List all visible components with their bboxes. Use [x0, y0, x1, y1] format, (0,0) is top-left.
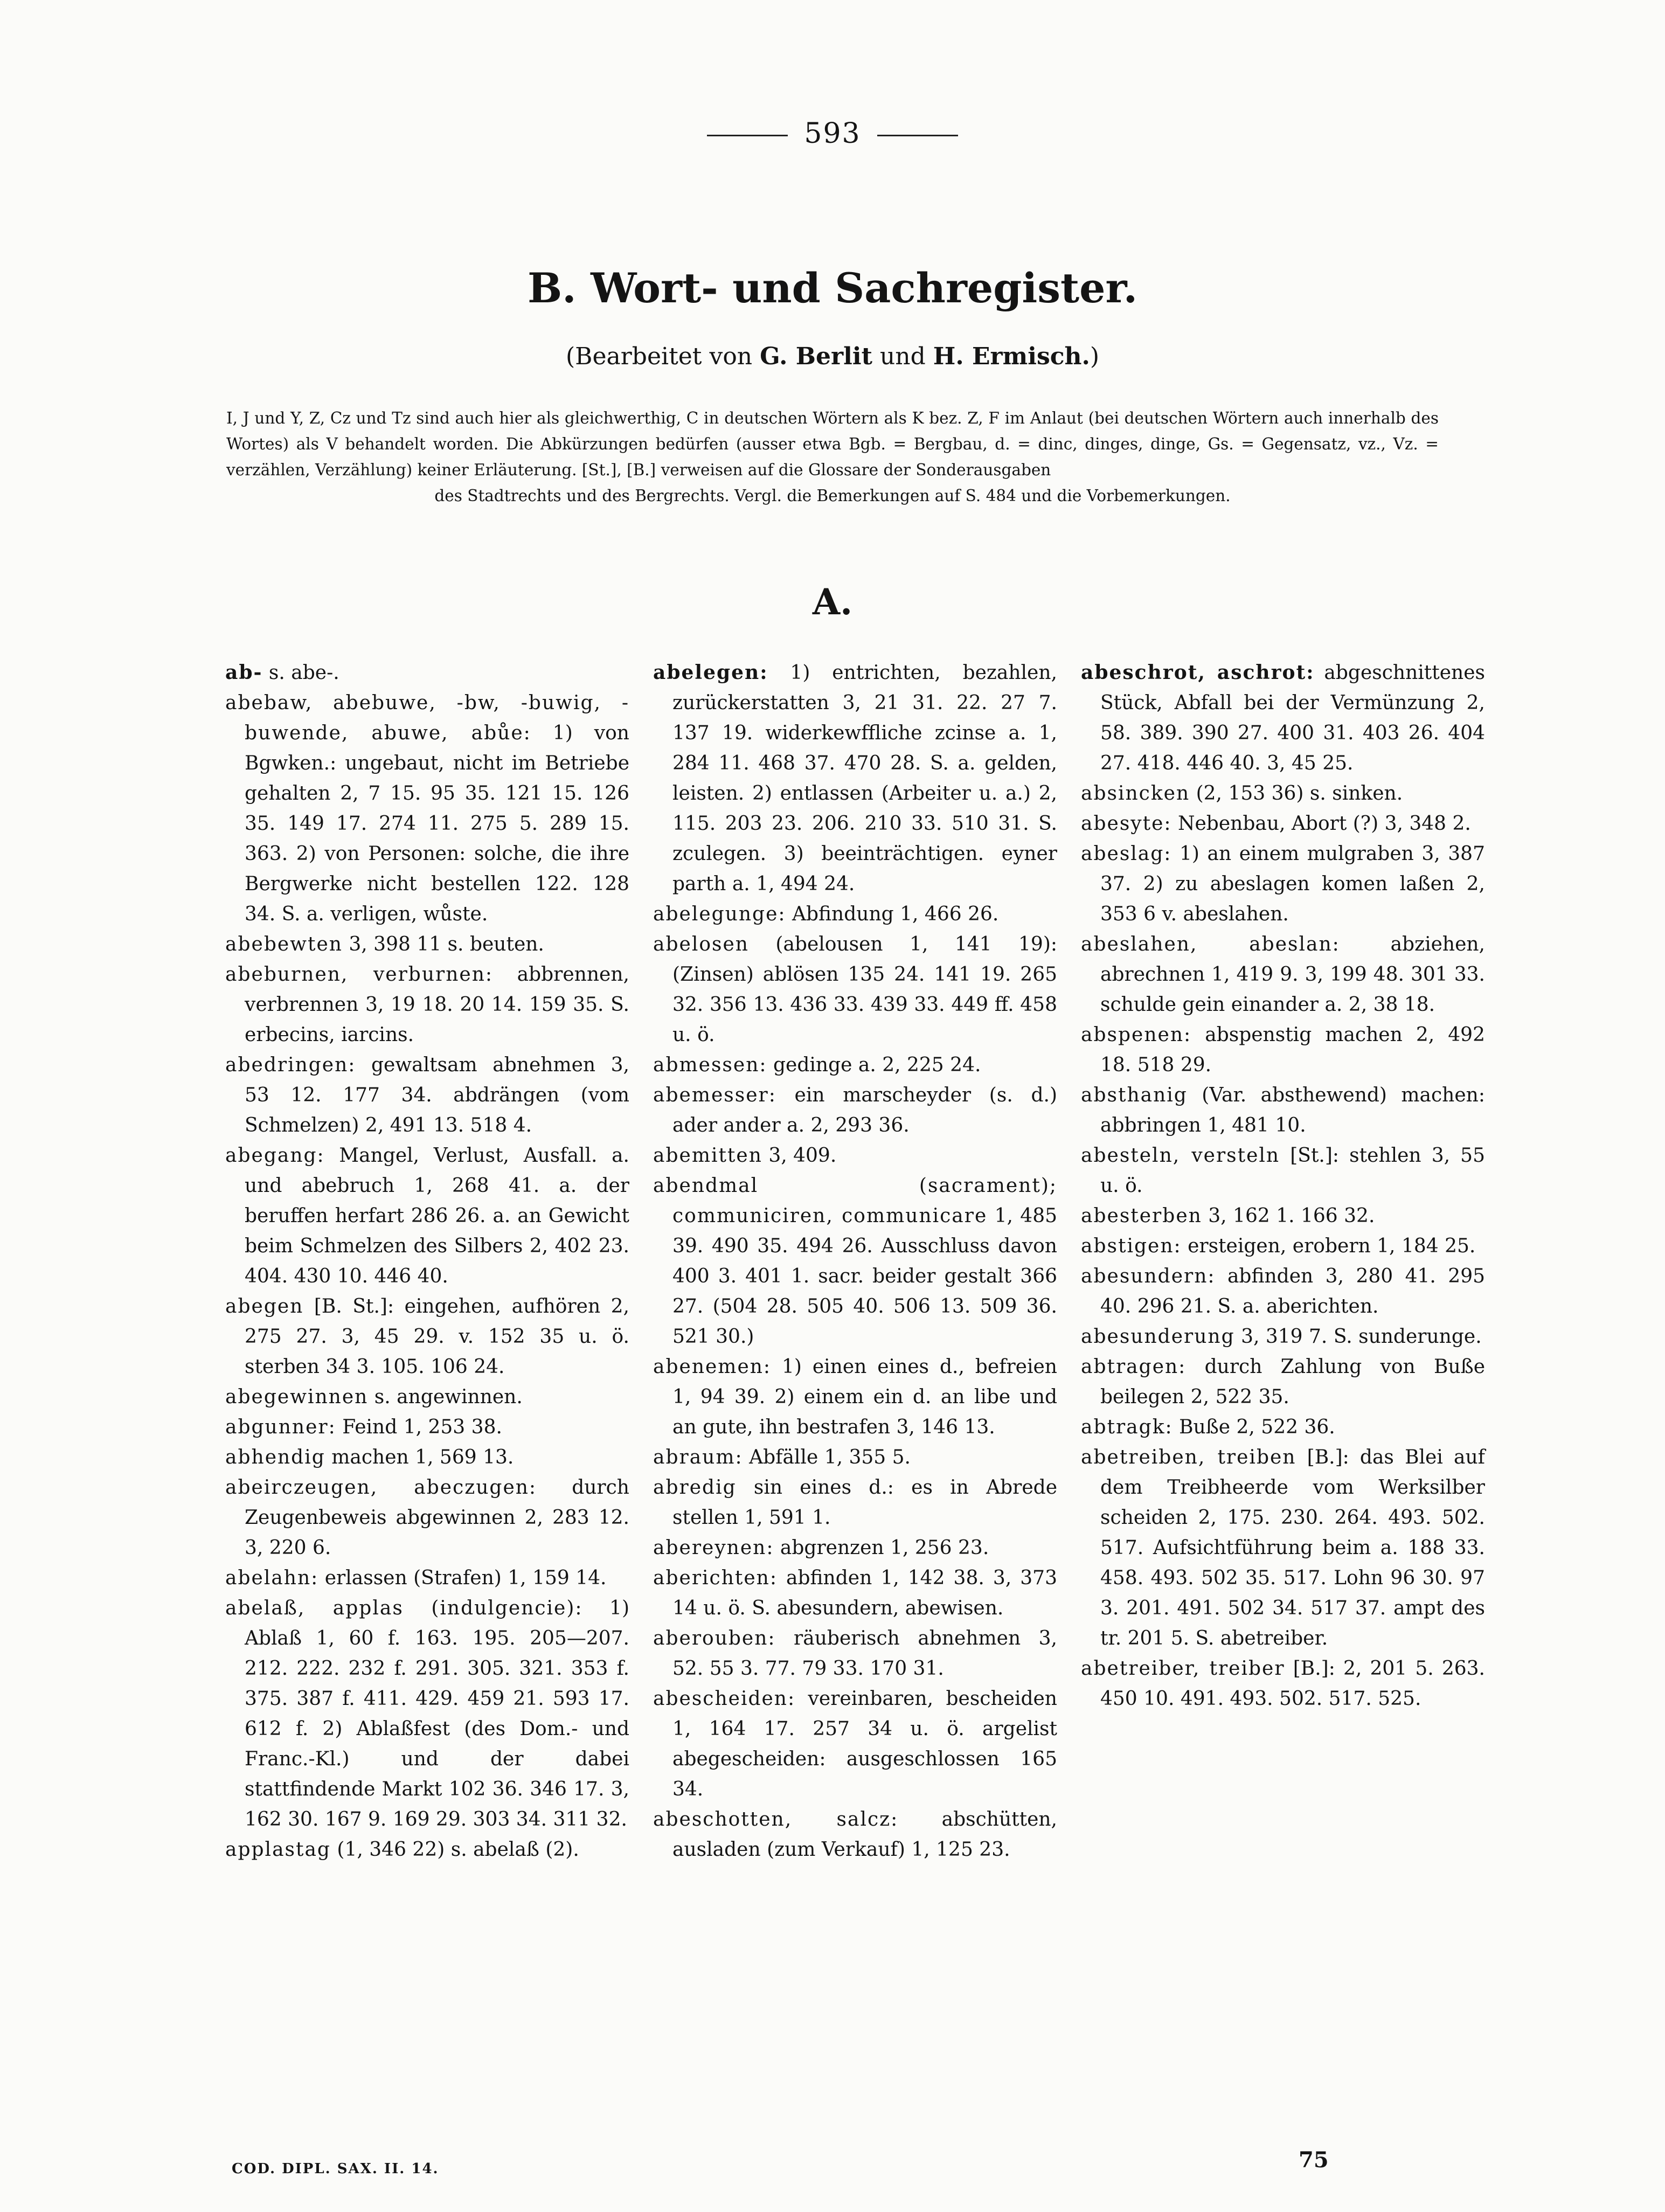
entry-lemma: abescheiden: — [653, 1688, 796, 1710]
index-entry — [225, 688, 629, 930]
index-entry — [1081, 1201, 1485, 1231]
entry-text: 1) einen eines d., befreien 1, 94 39. 2) einem ein d. an libe und an gute, ihn bestrafen 3, 146 13. — [672, 1356, 1057, 1438]
entry-lemma: abtragen: — [1081, 1356, 1187, 1378]
index-entry — [1081, 1020, 1485, 1080]
entry-lemma: abstigen: — [1081, 1235, 1182, 1257]
entry-lemma: absincken — [1081, 782, 1190, 805]
intro-paragraph — [226, 405, 1439, 509]
entry-lemma: abredig — [653, 1476, 737, 1499]
page-title: B. Wort- und Sachregister. — [527, 264, 1138, 312]
index-entry — [653, 1171, 1057, 1352]
entry-lemma: abesterben — [1081, 1205, 1202, 1227]
index-entry — [653, 1533, 1057, 1563]
index-entry — [225, 960, 629, 1050]
index-entry — [1081, 930, 1485, 1020]
entry-text: sin eines d.: es in Abrede stellen 1, 591 1. — [672, 1476, 1057, 1529]
index-entry — [225, 1563, 629, 1593]
entry-text: ein marscheyder (s. d.) ader ander a. 2, 293 36. — [672, 1084, 1057, 1136]
editor-2: H. Ermisch. — [933, 343, 1090, 370]
entry-text: Abfindung 1, 466 26. — [786, 903, 999, 925]
index-entry — [225, 1835, 629, 1865]
entry-text: (2, 153 36) s. sinken. — [1190, 782, 1403, 805]
intro-text: I, J und Y, Z, Cz und Tz sind auch hier als gleichwerthig, C in deutschen Wörtern als K bez. Z, F im Anlaut (bei deutschen Wörtern auch innerhalb des Wortes) als V behandelt worden. Die Abkürzungen bedürfen (ausser etwa Bgb. = Bergbau, d. = dinc, dinges, dinge, Gs. = Gegensatz, vz., Vz. = verzählen, Verzählung) keiner Erläuterung. [St.], [B.] verweisen auf die Glossare der Sonderausgaben — [226, 409, 1439, 479]
entry-text: abschütten, ausladen (zum Verkauf) 1, 125 23. — [672, 1808, 1057, 1861]
entry-text: (abelousen 1, 141 19): (Zinsen) ablösen 135 24. 141 19. 265 32. 356 13. 436 33. 439 33. 449 ff. 458 u. ö. — [672, 933, 1057, 1046]
rule-left — [707, 135, 788, 136]
entry-text: abbrennen, verbrennen 3, 19 18. 20 14. 159 35. S. erbecins, iarcins. — [245, 963, 629, 1046]
index-entry — [653, 1050, 1057, 1080]
index-entry — [653, 1563, 1057, 1624]
entry-lemma: abraum: — [653, 1446, 743, 1468]
entry-lemma: abesundern: — [1081, 1265, 1216, 1287]
entry-lemma: abegen — [225, 1295, 304, 1318]
index-entry — [1081, 1141, 1485, 1201]
footer-sheet-number: 75 — [1299, 2147, 1329, 2173]
index-entry — [225, 1050, 629, 1141]
index-entry — [225, 1382, 629, 1412]
index-entry — [225, 1443, 629, 1473]
entry-lemma: abetreiben, treiben — [1081, 1446, 1296, 1468]
subtitle-post: ) — [1090, 343, 1099, 370]
entry-text: gedinge a. 2, 225 24. — [767, 1054, 981, 1076]
index-entry — [653, 657, 1057, 899]
index-entry — [653, 1141, 1057, 1171]
rule-right — [877, 135, 958, 136]
entry-text: 3, 409. — [762, 1145, 837, 1167]
index-entry — [225, 1292, 629, 1382]
entry-lemma: abesteln, versteln — [1081, 1145, 1280, 1167]
index-entry — [653, 1080, 1057, 1141]
entry-lemma: abegang: — [225, 1145, 325, 1167]
index-column-1 — [225, 657, 629, 1865]
entry-lemma: abemesser: — [653, 1084, 776, 1106]
entry-text: 3, 398 11 s. beuten. — [342, 933, 544, 955]
entry-lemma: abebaw, abebuwe, -bw, -buwig, -buwende, abuwe, abůe: — [225, 692, 629, 744]
entry-text: Nebenbau, Abort (?) 3, 348 2. — [1171, 813, 1471, 835]
editor-1: G. Berlit — [760, 343, 872, 370]
entry-lemma: ab- — [225, 661, 263, 684]
index-entry — [1081, 839, 1485, 930]
entry-lemma: aberichten: — [653, 1567, 778, 1589]
entry-lemma: abelegunge: — [653, 903, 786, 925]
index-column-2 — [653, 657, 1057, 1865]
entry-text: ersteigen, erobern 1, 184 25. — [1181, 1235, 1476, 1257]
entry-lemma: abelaß, applas (indulgencie): — [225, 1597, 583, 1619]
index-entry — [1081, 1080, 1485, 1141]
index-entry — [225, 1141, 629, 1292]
entry-lemma: abspenen: — [1081, 1024, 1192, 1046]
page-number-text: 593 — [804, 117, 861, 150]
entry-lemma: abetreiber, treiber — [1081, 1658, 1285, 1680]
entry-lemma: applastag — [225, 1839, 331, 1861]
entry-text: 3, 162 1. 166 32. — [1202, 1205, 1375, 1227]
entry-text: s. angewinnen. — [368, 1386, 523, 1408]
entry-lemma: abegewinnen — [225, 1386, 369, 1408]
entry-text: vereinbaren, bescheiden 1, 164 17. 257 34 u. ö. argelist abegescheiden: ausgeschlossen 165 34. — [672, 1688, 1057, 1800]
entry-lemma: abenemen: — [653, 1356, 772, 1378]
index-entry — [1081, 779, 1485, 809]
index-entry — [653, 1624, 1057, 1684]
entry-text: (1, 346 22) s. abelaß (2). — [330, 1839, 579, 1861]
entry-text: abfinden 3, 280 41. 295 40. 296 21. S. a. aberichten. — [1100, 1265, 1485, 1318]
entry-text: Mangel, Verlust, Ausfall. a. und abebruch 1, 268 41. a. der beruffen herfart 286 26. a. an Gewicht beim Schmelzen des Silbers 2, 402 23. 404. 430 10. 446 40. — [245, 1145, 629, 1287]
index-entry — [653, 1805, 1057, 1865]
entry-lemma: abereynen: — [653, 1537, 774, 1559]
entry-text: räuberisch abnehmen 3, 52. 55 3. 77. 79 33. 170 31. — [672, 1627, 1057, 1680]
entry-text: 3, 319 7. S. sunderunge. — [1234, 1326, 1482, 1348]
section-letter: A. — [812, 581, 853, 623]
entry-lemma: abedringen: — [225, 1054, 356, 1076]
index-entry — [653, 1443, 1057, 1473]
entry-lemma: abelegen: — [653, 661, 768, 684]
index-entry — [1081, 1322, 1485, 1352]
index-entry — [1081, 1412, 1485, 1443]
entry-lemma: abmessen: — [653, 1054, 767, 1076]
index-entry — [653, 1684, 1057, 1805]
entry-text: durch Zahlung von Buße beilegen 2, 522 35. — [1100, 1356, 1485, 1408]
subtitle-mid: und — [879, 343, 926, 370]
entry-text: machen 1, 569 13. — [325, 1446, 514, 1468]
entry-text: [St.]: stehlen 3, 55 u. ö. — [1100, 1145, 1485, 1197]
entry-lemma: aberouben: — [653, 1627, 776, 1649]
entry-lemma: abesunderung — [1081, 1326, 1235, 1348]
index-entry — [1081, 1231, 1485, 1261]
entry-text: 1, 485 39. 490 35. 494 26. Ausschluss davon 400 3. 401 1. sacr. beider gestalt 366 27. (504 28. 505 40. 506 13. 509 36. 521 30.) — [672, 1205, 1057, 1348]
entry-text: [B.]: das Blei auf dem Treibheerde vom Werksilber scheiden 2, 175. 230. 264. 493. 502. 517. Aufsichtführung beim a. 188 33. 458. 493. 502 35. 517. Lohn 96 30. 97 3. 201. 491. 502 34. 517 37. ampt des tr. 201 5. S. abetreiber. — [1100, 1446, 1485, 1649]
entry-lemma: abendmal (sacrament); communiciren, communicare — [653, 1175, 1057, 1227]
entry-text: gewaltsam abnehmen 3, 53 12. 177 34. abdrängen (vom Schmelzen) 2, 491 13. 518 4. — [245, 1054, 629, 1136]
entry-lemma: abebewten — [225, 933, 343, 955]
index-entry — [1081, 657, 1485, 779]
entry-lemma: abeburnen, verburnen: — [225, 963, 494, 986]
entry-lemma: abesyte: — [1081, 813, 1172, 835]
index-entry — [1081, 1261, 1485, 1322]
entry-text: Feind 1, 253 38. — [336, 1416, 502, 1438]
entry-text: [B. St.]: eingehen, aufhören 2, 275 27. 3, 45 29. v. 152 35 u. ö. sterben 34 3. 105. 106 24. — [245, 1295, 629, 1378]
index-entry — [1081, 1352, 1485, 1412]
entry-text: Abfälle 1, 355 5. — [743, 1446, 911, 1468]
entry-text: [B.]: 2, 201 5. 263. 450 10. 491. 493. 502. 517. 525. — [1100, 1658, 1485, 1710]
entry-lemma: abeslag: — [1081, 843, 1172, 865]
entry-text: s. abe-. — [262, 662, 339, 684]
entry-text: abfinden 1, 142 38. 3, 373 14 u. ö. S. abesundern, abewisen. — [672, 1567, 1057, 1619]
index-entry — [653, 899, 1057, 930]
entry-lemma: abeirczeugen, abeczugen: — [225, 1476, 537, 1499]
index-entry — [653, 1352, 1057, 1443]
index-entry — [225, 1593, 629, 1835]
entry-lemma: abhendig — [225, 1446, 325, 1468]
entry-text: abgrenzen 1, 256 23. — [774, 1537, 989, 1559]
index-column-3 — [1081, 657, 1485, 1714]
subtitle — [0, 343, 1665, 370]
entry-text: (Var. absthewend) machen: abbringen 1, 481 10. — [1100, 1084, 1485, 1136]
entry-lemma: abgunner: — [225, 1416, 336, 1438]
index-entry — [225, 657, 629, 688]
index-entry — [225, 1473, 629, 1563]
entry-lemma: abeschotten, salcz: — [653, 1808, 899, 1830]
entry-text: durch Zeugenbeweis abgewinnen 2, 283 12. 3, 220 6. — [245, 1476, 629, 1559]
index-entry — [1081, 1654, 1485, 1714]
subtitle-pre: (Bearbeitet von — [565, 343, 753, 370]
index-entry — [653, 1473, 1057, 1533]
index-entry — [1081, 809, 1485, 839]
entry-text: abziehen, abrechnen 1, 419 9. 3, 199 48. 301 33. schulde gein einander a. 2, 38 18. — [1100, 933, 1486, 1016]
footer-signature: COD. DIPL. SAX. II. 14. — [232, 2161, 439, 2177]
entry-text: erlassen (Strafen) 1, 159 14. — [318, 1567, 607, 1589]
entry-lemma: abemitten — [653, 1145, 762, 1167]
page-number — [0, 117, 1665, 150]
entry-lemma: abelosen — [653, 933, 749, 955]
entry-lemma: absthanig — [1081, 1084, 1188, 1106]
entry-lemma: abeslahen, abeslan: — [1081, 933, 1340, 955]
entry-lemma: abtragk: — [1081, 1416, 1173, 1438]
index-entry — [225, 930, 629, 960]
entry-text: 1) von Bgwken.: ungebaut, nicht im Betriebe gehalten 2, 7 15. 95 35. 121 15. 126 35. 149 17. 274 11. 275 5. 289 15. 363. 2) von Personen: solche, die ihre Bergwerke nicht bestellen 122. 128 34. S. a. verligen, wůste. — [245, 722, 629, 925]
entry-text: abspenstig machen 2, 492 18. 518 29. — [1100, 1024, 1485, 1076]
entry-lemma: abelahn: — [225, 1567, 319, 1589]
entry-text: 1) an einem mulgraben 3, 387 37. 2) zu abeslagen komen laßen 2, 353 6 v. abeslahen. — [1100, 843, 1485, 925]
intro-last-line: des Stadtrechts und des Bergrechts. Vergl. die Bemerkungen auf S. 484 und die Vorbemerkungen. — [434, 487, 1231, 505]
index-entry — [653, 930, 1057, 1050]
index-entry — [225, 1412, 629, 1443]
entry-text: Buße 2, 522 36. — [1173, 1416, 1335, 1438]
entry-lemma: abeschrot, aschrot: — [1081, 661, 1315, 684]
entry-text: 1) entrichten, bezahlen, zurückerstatten 3, 21 31. 22. 27 7. 137 19. widerkewffliche zcinse a. 1, 284 11. 468 37. 470 28. S. a. gelden, leisten. 2) entlassen (Arbeiter u. a.) 2, 115. 203 23. 206. 210 33. 510 31. S. zculegen. 3) beeinträchtigen. eyner parth a. 1, 494 24. — [672, 662, 1057, 895]
entry-text: abgeschnittenes Stück, Abfall bei der Vermünzung 2, 58. 389. 390 27. 400 31. 403 26. 404 27. 418. 446 40. 3, 45 25. — [1100, 662, 1485, 774]
index-entry — [1081, 1443, 1485, 1654]
entry-text: 1) Ablaß 1, 60 f. 163. 195. 205—207. 212. 222. 232 f. 291. 305. 321. 353 f. 375. 387 f. 411. 429. 459 21. 593 17. 612 f. 2) Ablaßfest (des Dom.- und Franc.-Kl.) und der dabei stattfindende Markt 102 36. 346 17. 3, 162 30. 167 9. 169 29. 303 34. 311 32. — [245, 1597, 629, 1830]
